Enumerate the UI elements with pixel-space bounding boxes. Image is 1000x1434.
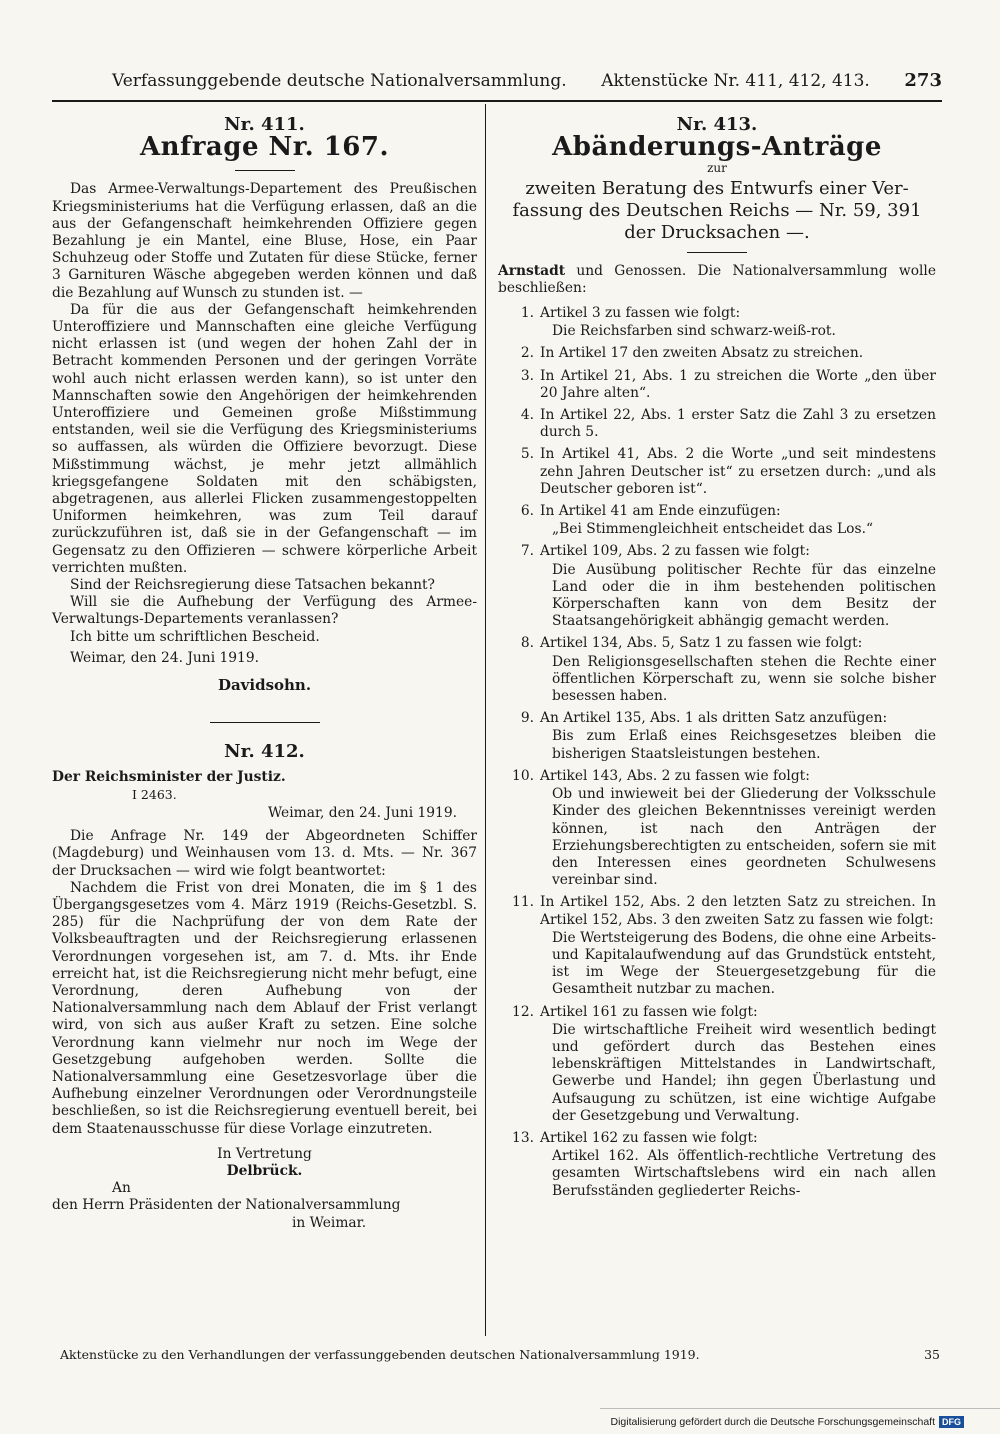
- doc-412-signature: Delbrück.: [226, 1162, 303, 1179]
- doc-413-intro: [498, 263, 936, 297]
- amendment-number: 12.: [512, 1003, 534, 1020]
- amendment-item: [498, 368, 936, 402]
- left-column: [52, 112, 477, 1232]
- section-separator: [210, 722, 320, 723]
- amendment-number: 13.: [512, 1129, 534, 1146]
- amendment-quote: Die wirtschaftliche Freiheit wird wesentlich bedingt und gefördert durch das Bestehen eines lebenskräftigen Mittelstandes in Landwirtschaft, Gewerbe und Handel; ihn gegen Überlastung und Aufsaugung zu schützen, ist eine wichtige Aufgabe der Gesetzgebung und Verwaltung.: [552, 1021, 936, 1124]
- doc-413-title: Abänderungs-Anträge: [552, 132, 882, 163]
- doc-413-subtitle-2: fassung des Deutschen Reichs — Nr. 59, 391: [512, 199, 922, 221]
- amendment-text: In Artikel 41 am Ende einzufügen:: [540, 503, 781, 520]
- doc-412-sender: Der Reichsminister der Justiz.: [52, 768, 286, 785]
- amendment-item: [498, 894, 936, 998]
- amendment-item: [498, 1004, 936, 1125]
- amendment-number: 9.: [520, 710, 534, 727]
- doc-412-date: Weimar, den 24. Juni 1919.: [268, 804, 457, 821]
- amendment-number: 4.: [520, 407, 534, 424]
- amendment-item: [498, 1130, 936, 1200]
- amendment-item: [498, 543, 936, 630]
- doc-411-question-2: Will sie die Aufhebung der Verfügung des Armee-Verwaltungs-Departements veranlassen?: [52, 594, 477, 628]
- credit-divider: [600, 1408, 1000, 1409]
- amendment-number: 10.: [512, 767, 534, 784]
- amendment-text: Artikel 143, Abs. 2 zu fassen wie folgt:: [540, 767, 810, 784]
- amendment-item: [498, 407, 936, 441]
- amendment-quote: Die Ausübung politischer Rechte für das einzelne Land oder die in ihm bestehenden politischen Körperschaften kann von dem Besitz der Staatsangehörigkeit abhängig gemacht werden.: [552, 561, 936, 630]
- header-acts: Aktenstücke Nr. 411, 412, 413.: [601, 71, 870, 91]
- amendment-number: 3.: [520, 367, 534, 384]
- dfg-credit-text: Digitalisierung gefördert durch die Deutsche Forschungsgemeinschaft: [610, 1416, 935, 1428]
- amendment-quote: „Bei Stimmengleichheit entscheidet das Los.“: [552, 521, 874, 538]
- header-rule: [52, 100, 942, 102]
- footer-sheet-number: 35: [924, 1347, 940, 1362]
- doc-412-addressee-2: in Weimar.: [292, 1214, 367, 1231]
- doc-411-question-1: Sind der Reichsregierung diese Tatsachen bekannt?: [70, 577, 435, 594]
- amendment-number: 8.: [520, 635, 534, 652]
- page-header: [112, 70, 942, 98]
- page-footer: [60, 1347, 940, 1367]
- amendment-item: [498, 503, 936, 538]
- doc-412-to: An: [112, 1180, 131, 1197]
- amendment-text: Artikel 134, Abs. 5, Satz 1 zu fassen wie folgt:: [540, 635, 863, 652]
- doc-412-addressee-1: den Herrn Präsidenten der Nationalversammlung: [52, 1197, 401, 1214]
- doc-412-reference: I 2463.: [132, 786, 177, 802]
- amendment-item: [498, 305, 936, 340]
- amendment-quote: Ob und inwieweit bei der Gliederung der Volksschule Kinder des gleichen Bekenntnisses vereinigt werden können, ist nach den Anträgen der Erziehungsberechtigten zu entscheiden, sofern sie mit den Interessen eines geordneten Schulwesens vereinbar sind.: [552, 786, 936, 889]
- footer-text: Aktenstücke zu den Verhandlungen der verfassunggebenden deutschen Nationalversammlung 1919.: [60, 1347, 700, 1362]
- intro-text: und Genossen. Die Nationalversammlung wolle beschließen:: [498, 262, 937, 296]
- dfg-logo: DFG: [939, 1416, 964, 1428]
- amendment-number: 6.: [520, 503, 534, 520]
- amendment-quote: Die Reichsfarben sind schwarz-weiß-rot.: [552, 323, 836, 340]
- amendment-text: An Artikel 135, Abs. 1 als dritten Satz anzufügen:: [540, 710, 888, 727]
- doc-412-in-vertretung: In Vertretung: [217, 1145, 312, 1162]
- amendment-item: [498, 635, 936, 705]
- amendment-number: 11.: [512, 894, 534, 911]
- intro-name: Arnstadt: [498, 262, 566, 279]
- header-title: Verfassunggebende deutsche Nationalversammlung.: [112, 71, 567, 91]
- amendment-text: Artikel 3 zu fassen wie folgt:: [540, 305, 741, 322]
- amendment-text: In Artikel 22, Abs. 1 erster Satz die Zahl 3 zu ersetzen durch 5.: [540, 407, 936, 441]
- amendment-quote: Artikel 162. Als öffentlich-rechtliche Vertretung des gesamten Wirtschaftslebens wird ein nach allen Berufsständen gegliederter Reichs-: [552, 1148, 936, 1199]
- amendment-number: 5.: [520, 446, 534, 463]
- amendment-quote: Die Wertsteigerung des Bodens, die ohne eine Arbeits- und Kapitalaufwendung auf das Grundstück entsteht, ist im Wege der Steuergesetzgebung für die Gesamtheit nutzbar zu machen.: [552, 929, 936, 998]
- amendment-quote: Den Religionsgesellschaften stehen die Rechte einer öffentlichen Körperschaft zu, wenn sie solche bisher besessen haben.: [552, 653, 936, 705]
- subtitle-rule: [687, 252, 747, 253]
- amendment-item: [498, 345, 936, 362]
- doc-413-zur: zur: [707, 161, 727, 176]
- amendment-quote: Bis zum Erlaß eines Reichsgesetzes bleiben die bisherigen Staatsleistungen bestehen.: [552, 728, 936, 762]
- amendment-text: In Artikel 17 den zweiten Absatz zu streichen.: [540, 345, 864, 362]
- column-divider: [485, 104, 486, 1336]
- amendment-item: [498, 768, 936, 889]
- amendment-text: Artikel 161 zu fassen wie folgt:: [540, 1003, 758, 1020]
- amendment-text: Artikel 109, Abs. 2 zu fassen wie folgt:: [540, 543, 810, 560]
- page-number: 273: [904, 70, 942, 91]
- doc-411-date: Weimar, den 24. Juni 1919.: [70, 649, 259, 666]
- right-column: [498, 112, 936, 1205]
- doc-413-number: Nr. 413.: [676, 114, 758, 135]
- doc-412-number: Nr. 412.: [224, 741, 305, 763]
- doc-411-signature: Davidsohn.: [217, 676, 312, 695]
- doc-411-para-1: Das Armee-Verwaltungs-Departement des Preußischen Kriegsministeriums hat die Verfügung erlassen, daß an die aus der Gefangenschaft heimkehrenden Offiziere gegen Bezahlung je ein Mantel, eine Bluse, Hose, ein Paar Schuhzeug oder Stoffe und Zutaten für diese Stücke, ferner 3 Garnituren Wäsche abgegeben werden können und daß die Bezahlung auf Wunsch zu stunden ist. —: [52, 181, 477, 301]
- amendment-number: 1.: [520, 305, 534, 322]
- title-rule: [235, 170, 295, 171]
- doc-411-request: Ich bitte um schriftlichen Bescheid.: [70, 628, 320, 645]
- amendment-text: In Artikel 41, Abs. 2 die Worte „und seit mindestens zehn Jahren Deutscher ist“ zu ersetzen durch: „und als Deutscher geboren ist“.: [540, 446, 936, 497]
- doc-412-para-1: Die Anfrage Nr. 149 der Abgeordneten Schiffer (Magdeburg) und Weinhausen vom 13. d. Mts. — Nr. 367 der Drucksachen — wird wie folgt beantwortet:: [52, 828, 477, 879]
- doc-411-title: Anfrage Nr. 167.: [139, 132, 390, 163]
- doc-412-para-2: Nachdem die Frist von drei Monaten, die im § 1 des Übergangsgesetzes vom 4. März 1919 (Reichs-Gesetzbl. S. 285) für die Nachprüfung der von dem Rate der Volksbeauftragten und der Reichsregierung erlassenen Verordnungen vorgesehen ist, am 7. d. Mts. ihr Ende erreicht hat, ist die Reichsregierung nicht mehr befugt, eine Verordnung, deren Aufhebung von der Nationalversammlung nach dem Ablauf der Frist verlangt wird, von sich aus außer Kraft zu setzen. Eine solche Verordnung kann vielmehr nur noch im Wege der Gesetzgebung aufgehoben werden. Sollte die Nationalversammlung eine Gesetzesvorlage über die Aufhebung einzelner Verordnungen oder Verordnungsteile beschließen, so ist die Reichsregierung eventuell bereit, bei dem Staatenausschusse für diese Vorlage einzutreten.: [52, 879, 477, 1137]
- dfg-credit: [610, 1416, 964, 1428]
- amendment-text: Artikel 162 zu fassen wie folgt:: [540, 1129, 758, 1146]
- amendment-text: In Artikel 21, Abs. 1 zu streichen die Worte „den über 20 Jahre alten“.: [540, 367, 936, 401]
- amendment-number: 7.: [520, 543, 534, 560]
- amendment-number: 2.: [520, 345, 534, 362]
- amendment-text: In Artikel 152, Abs. 2 den letzten Satz zu streichen. In Artikel 152, Abs. 3 den zweiten Satz zu fassen wie folgt:: [540, 894, 936, 928]
- amendment-item: [498, 446, 936, 498]
- doc-413-subtitle-1: zweiten Beratung des Entwurfs einer Ver-: [525, 177, 909, 199]
- amendment-list: [498, 305, 936, 1200]
- doc-411-number: Nr. 411.: [224, 114, 305, 135]
- doc-411-para-2: Da für die aus der Gefangenschaft heimkehrenden Unteroffiziere und Mannschaften eine gleiche Verfügung nicht erlassen ist (und wegen der hohen Zahl der in Betracht kommenden Personen und der geringen Vorräte wohl auch nicht erlassen werden kann), so ist unter den Mannschaften sowie den Angehörigen der heimkehrenden Unteroffiziere und Gemeinen große Mißstimmung entstanden, weil sie die Verfügung des Kriegsministeriums so auffassen, als würden die Offiziere bevorzugt. Diese Mißstimmung wächst, je mehr jetzt allmählich kriegsgefangene Soldaten mit den schäbigsten, abgetragenen, aus allerlei Flicken zusammengestoppelten Uniformen heimkehren, was zum Teil darauf zurückzuführen ist, daß sie in der Gefangenschaft — im Gegensatz zu den Offizieren — schwere körperliche Arbeit verrichten mußten.: [52, 301, 477, 576]
- doc-413-subtitle-3: der Drucksachen —.: [624, 221, 810, 243]
- amendment-item: [498, 710, 936, 763]
